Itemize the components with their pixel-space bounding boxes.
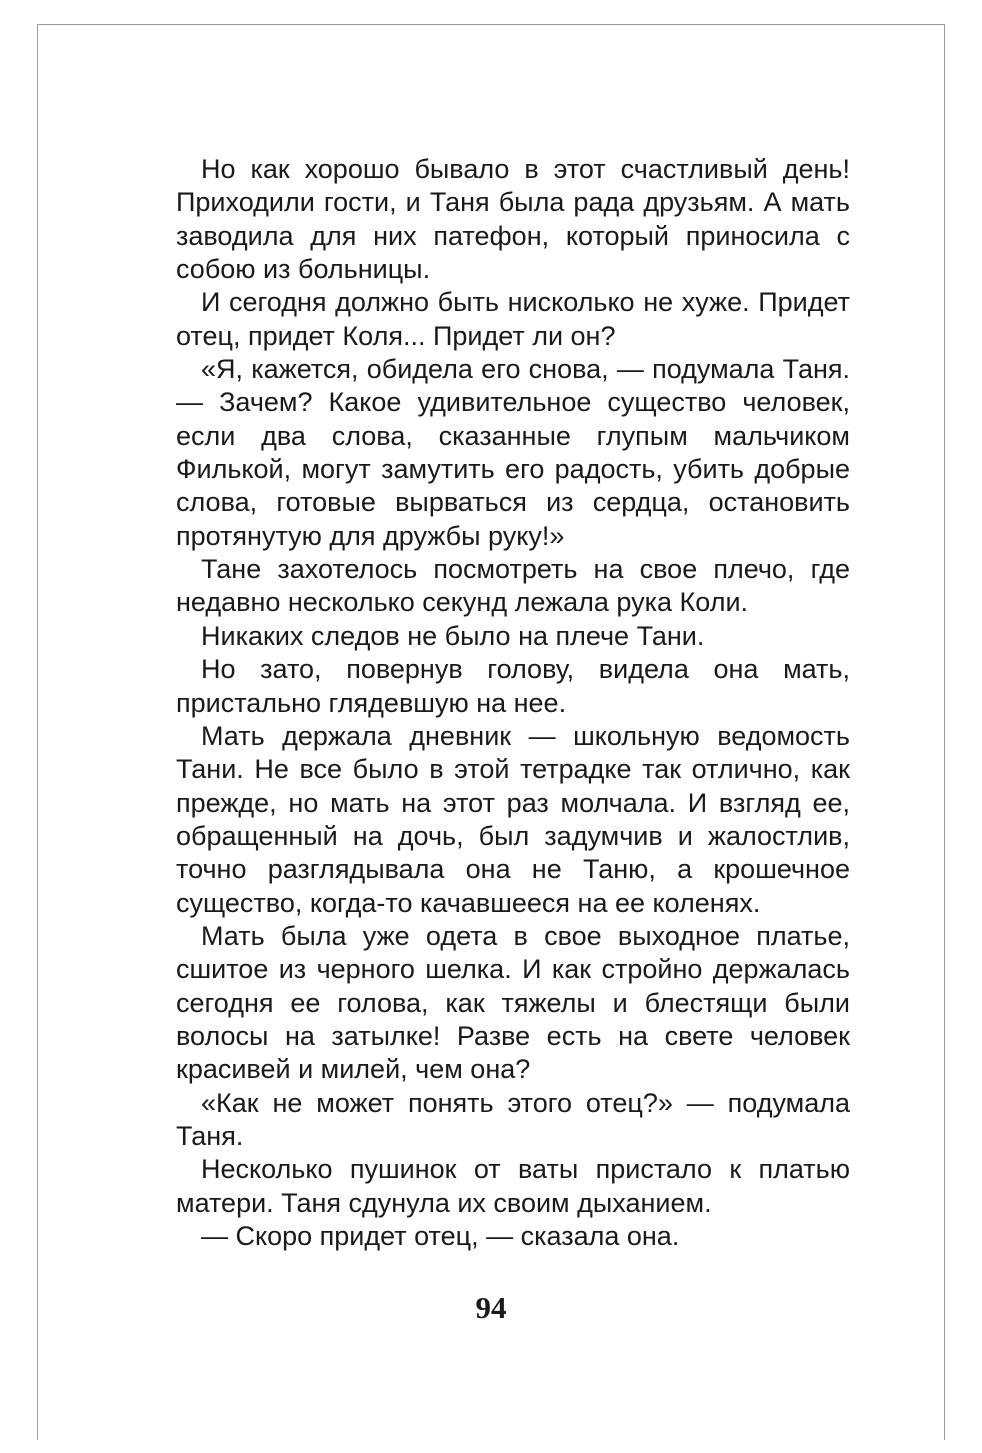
- paragraph: Но как хорошо бывало в этот счастливый день! Приходили гости, и Таня была рада друзьям. А мать заводила для них патефон, который приносила с собою из больницы.: [176, 154, 850, 285]
- book-page: [37, 24, 945, 1440]
- paragraph: И сегодня должно быть нисколько не хуже. Придет отец, придет Коля... Придет ли он?: [176, 287, 850, 351]
- paragraph: — Скоро придет отец, — сказала она.: [201, 1221, 680, 1251]
- paragraph: Несколько пушинок от ваты пристало к платью матери. Таня сдунула их своим дыханием.: [176, 1154, 850, 1218]
- paragraph: Мать была уже одета в свое выходное платье, сшитое из черного шелка. И как стройно держалась сегодня ее голова, как тяжелы и блестящи были волосы на затылке! Разве есть на свете человек красивей и милей, чем она?: [176, 920, 850, 1085]
- paragraph: Но зато, повернув голову, видела она мать, пристально глядевшую на нее.: [176, 654, 850, 718]
- paragraph: Мать держала дневник — школьную ведомость Тани. Не все было в этой тетрадке так отлично, как прежде, но мать на этот раз молчала. И взгляд ее, обращенный на дочь, был задумчив и жалостлив, точно разглядывала она не Таню, а крошечное существо, когда-то качавшееся на ее коленях.: [176, 720, 850, 918]
- paragraph: Никаких следов не было на плече Тани.: [201, 620, 705, 651]
- paragraph: «Как не может понять этого отец?» — подумала Таня.: [176, 1087, 850, 1151]
- page-number: 94: [475, 1290, 507, 1325]
- body-text: [176, 153, 850, 1253]
- paragraph: «Я, кажется, обидела его снова, — подумала Таня. — Зачем? Какое удивительное существо человек, если два слова, сказанные глупым мальчиком Филькой, могут замутить его радость, убить добрые слова, готовые вырваться из сердца, остановить протянутую для дружбы руку!»: [176, 354, 850, 551]
- paragraph: Тане захотелось посмотреть на свое плечо, где недавно несколько секунд лежала рука Коли.: [176, 554, 850, 618]
